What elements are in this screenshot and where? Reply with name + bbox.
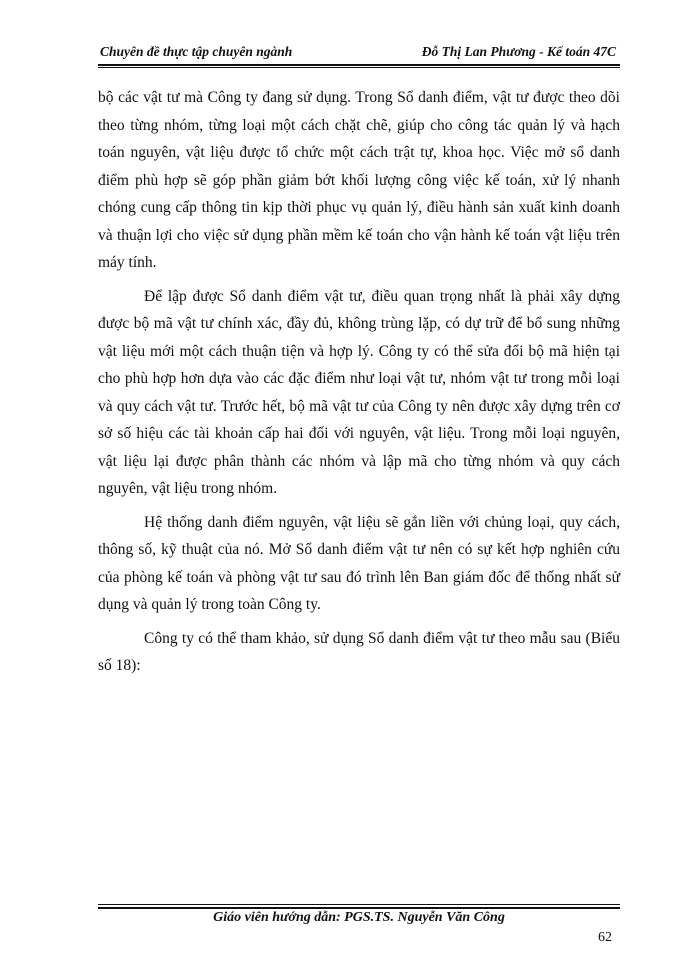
- page-body: [98, 84, 620, 686]
- header-rule-thin: [98, 67, 620, 68]
- footer-rule-thin: [98, 904, 620, 905]
- footer-rule-thick: [98, 907, 620, 909]
- footer-supervisor: Giáo viên hướng dẫn: PGS.TS. Nguyễn Văn Công: [213, 910, 505, 925]
- paragraph-2: Để lập được Sổ danh điểm vật tư, điều quan trọng nhất là phải xây dựng được bộ mã vật tư chính xác, đầy đủ, không trùng lặp, có dự trữ để bổ sung những vật liệu mới một cách thuận tiện và hợp lý. Công ty có thể sửa đổi bộ mã hiện tại cho phù hợp hơn dựa vào các đặc điểm như loại vật tư, nhóm vật tư trong mỗi loại và quy cách vật tư. Trước hết, bộ mã vật tư của Công ty nên được xây dựng trên cơ sở số hiệu các tài khoản cấp hai đối với nguyên, vật liệu. Trong mỗi loại nguyên, vật liệu lại được phân thành các nhóm và lập mã cho từng nhóm và quy cách nguyên, vật liệu trong nhóm.: [98, 287, 620, 497]
- page-header: [98, 40, 618, 64]
- header-course-title: Chuyên đề thực tập chuyên ngành: [100, 44, 293, 59]
- page-number: 62: [598, 930, 612, 945]
- header-rule-thick: [98, 64, 620, 66]
- paragraph-1: bộ các vật tư mà Công ty đang sử dụng. Trong Sổ danh điểm, vật tư được theo dõi theo từng nhóm, từng loại một cách chặt chẽ, giúp cho công tác quản lý và hạch toán nguyên, vật liệu được tổ chức một cách trật tự, khoa học. Việc mở sổ danh điểm phù hợp sẽ góp phần giảm bớt khối lượng công việc kế toán, xử lý nhanh chóng cung cấp thông tin kịp thời phục vụ quản lý, điều hành sản xuất kinh doanh và thuận lợi cho việc sử dụng phần mềm kế toán cho vận hành kế toán vật liệu trên máy tính.: [98, 89, 620, 271]
- paragraph-3: Hệ thống danh điểm nguyên, vật liệu sẽ gắn liền với chủng loại, quy cách, thông số, kỹ thuật của nó. Mở Sổ danh điểm vật tư nên có sự kết hợp nghiên cứu của phòng kế toán và phòng vật tư sau đó trình lên Ban giám đốc để thống nhất sử dụng và quản lý trong toàn Công ty.: [98, 513, 620, 613]
- paragraph-4: Công ty có thể tham khảo, sử dụng Sổ danh điểm vật tư theo mẫu sau (Biểu số 18):: [98, 629, 620, 674]
- header-author: Đỗ Thị Lan Phương - Kế toán 47C: [421, 44, 616, 59]
